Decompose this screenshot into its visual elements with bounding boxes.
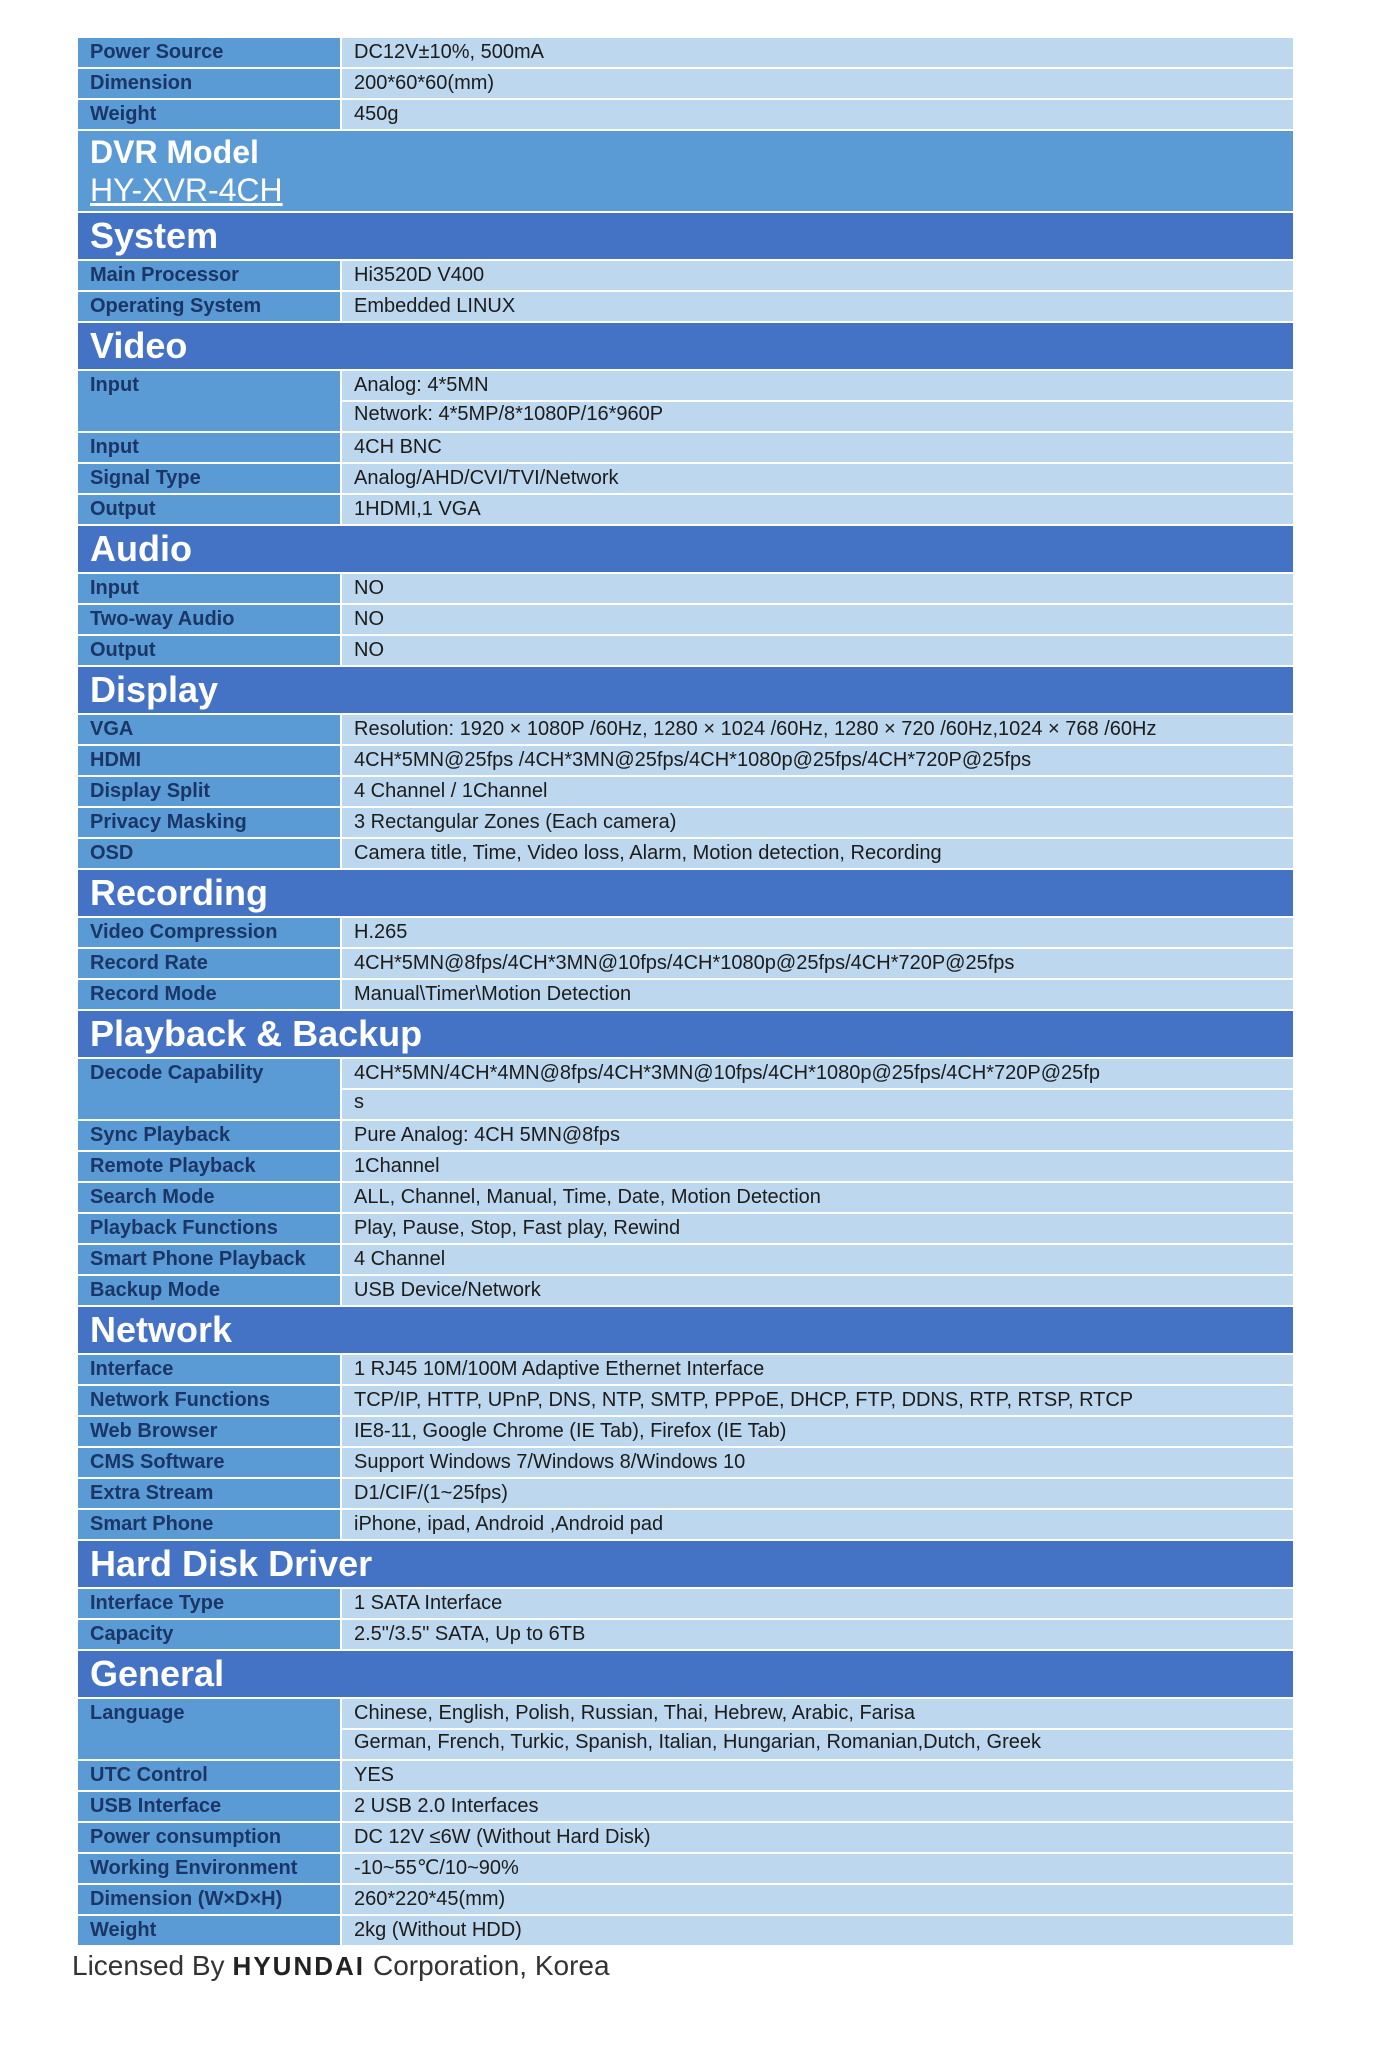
spec-row — [78, 1854, 1293, 1883]
spec-label: Operating System — [78, 292, 340, 321]
spec-value-line: Support Windows 7/Windows 8/Windows 10 — [354, 1451, 746, 1473]
spec-label: Interface — [78, 1355, 340, 1384]
spec-value — [342, 1699, 1293, 1759]
spec-value — [342, 980, 1293, 1009]
spec-row — [78, 1479, 1293, 1508]
spec-value-line: German, French, Turkic, Spanish, Italian, Hungarian, Romanian,Dutch, Greek — [354, 1731, 1041, 1753]
spec-value — [342, 1916, 1293, 1945]
spec-value-line: Resolution: 1920 × 1080P /60Hz, 1280 × 1024 /60Hz, 1280 × 720 /60Hz,1024 × 768 /60Hz — [354, 718, 1157, 740]
spec-label: Sync Playback — [78, 1121, 340, 1150]
spec-row — [78, 574, 1293, 603]
spec-sheet — [78, 38, 1293, 1945]
section-header: General — [78, 1651, 1293, 1697]
spec-label: Language — [78, 1699, 340, 1759]
spec-value — [342, 1479, 1293, 1508]
spec-value — [342, 808, 1293, 837]
spec-label: Backup Mode — [78, 1276, 340, 1305]
spec-label: Main Processor — [78, 261, 340, 290]
spec-row — [78, 1152, 1293, 1181]
hyundai-logo: HYUNDAI — [232, 1951, 365, 1981]
spec-value-line: -10~55℃/10~90% — [354, 1857, 519, 1879]
spec-row — [78, 1916, 1293, 1945]
spec-label: Record Rate — [78, 949, 340, 978]
spec-value — [342, 839, 1293, 868]
spec-value-line: Camera title, Time, Video loss, Alarm, Motion detection, Recording — [354, 842, 942, 864]
footer-prefix: Licensed By — [72, 1950, 225, 1981]
spec-value-line: 3 Rectangular Zones (Each camera) — [354, 811, 677, 833]
spec-row — [78, 371, 1293, 431]
spec-value-line: Network: 4*5MP/8*1080P/16*960P — [354, 403, 664, 425]
spec-label: UTC Control — [78, 1761, 340, 1790]
spec-label: USB Interface — [78, 1792, 340, 1821]
spec-value-line: IE8-11, Google Chrome (IE Tab), Firefox (IE Tab) — [354, 1420, 787, 1442]
spec-row — [78, 1885, 1293, 1914]
spec-row — [78, 1620, 1293, 1649]
spec-row — [78, 1448, 1293, 1477]
spec-row — [78, 918, 1293, 947]
spec-value-line: D1/CIF/(1~25fps) — [354, 1482, 508, 1504]
spec-row — [78, 1183, 1293, 1212]
spec-value-line: 2.5"/3.5" SATA, Up to 6TB — [354, 1623, 586, 1645]
spec-label: Decode Capability — [78, 1059, 340, 1119]
spec-row — [78, 69, 1293, 98]
spec-value-line: 260*220*45(mm) — [354, 1888, 506, 1910]
spec-value — [342, 949, 1293, 978]
spec-value-line: H.265 — [354, 921, 408, 943]
spec-row — [78, 1214, 1293, 1243]
dvr-model-name: HY-XVR-4CH — [90, 172, 283, 208]
dvr-model-title: DVR Model — [90, 134, 259, 170]
spec-value — [342, 1214, 1293, 1243]
section-header: Playback & Backup — [78, 1011, 1293, 1057]
spec-value — [342, 1761, 1293, 1790]
spec-label: Power Source — [78, 38, 340, 67]
section-header: Video — [78, 323, 1293, 369]
spec-value-line: 1 SATA Interface — [354, 1592, 503, 1614]
spec-value-line: NO — [354, 608, 384, 630]
spec-row — [78, 1121, 1293, 1150]
spec-value-line: NO — [354, 639, 384, 661]
spec-value — [342, 1448, 1293, 1477]
spec-label: Two-way Audio — [78, 605, 340, 634]
spec-label: Dimension (W×D×H) — [78, 1885, 340, 1914]
spec-row — [78, 1792, 1293, 1821]
spec-label: Power consumption — [78, 1823, 340, 1852]
spec-value — [342, 1510, 1293, 1539]
spec-value-line: 4 Channel / 1Channel — [354, 780, 548, 802]
spec-value-line: 200*60*60(mm) — [354, 72, 495, 94]
spec-row — [78, 777, 1293, 806]
spec-row — [78, 1059, 1293, 1119]
spec-label: Dimension — [78, 69, 340, 98]
spec-label: OSD — [78, 839, 340, 868]
spec-label: HDMI — [78, 746, 340, 775]
spec-value — [342, 918, 1293, 947]
spec-label: Display Split — [78, 777, 340, 806]
spec-row — [78, 1761, 1293, 1790]
spec-value-line: DC 12V ≤6W (Without Hard Disk) — [354, 1826, 651, 1848]
spec-row — [78, 1417, 1293, 1446]
spec-value — [342, 1854, 1293, 1883]
spec-row — [78, 100, 1293, 129]
spec-row — [78, 808, 1293, 837]
spec-value-line: Play, Pause, Stop, Fast play, Rewind — [354, 1217, 681, 1239]
spec-label: Extra Stream — [78, 1479, 340, 1508]
spec-value-line: 1Channel — [354, 1155, 440, 1177]
spec-value — [342, 495, 1293, 524]
license-footer — [72, 1950, 610, 1982]
spec-label: Remote Playback — [78, 1152, 340, 1181]
spec-value-line: iPhone, ipad, Android ,Android pad — [354, 1513, 664, 1535]
spec-value — [342, 715, 1293, 744]
spec-row — [78, 1589, 1293, 1618]
spec-value-line: YES — [354, 1764, 395, 1786]
spec-row — [78, 1276, 1293, 1305]
spec-row — [78, 433, 1293, 462]
spec-value-line: USB Device/Network — [354, 1279, 541, 1301]
spec-row — [78, 715, 1293, 744]
spec-value-line: Analog/AHD/CVI/TVI/Network — [354, 467, 619, 489]
footer-suffix: Corporation, Korea — [373, 1950, 610, 1981]
spec-row — [78, 1355, 1293, 1384]
spec-value — [342, 1355, 1293, 1384]
spec-value-line: 4CH*5MN@25fps /4CH*3MN@25fps/4CH*1080p@25fps/4CH*720P@25fps — [354, 749, 1032, 771]
spec-row — [78, 1510, 1293, 1539]
spec-label: CMS Software — [78, 1448, 340, 1477]
spec-value — [342, 746, 1293, 775]
section-header: Recording — [78, 870, 1293, 916]
spec-label: Smart Phone Playback — [78, 1245, 340, 1274]
spec-row — [78, 746, 1293, 775]
spec-row — [78, 636, 1293, 665]
spec-label: Privacy Masking — [78, 808, 340, 837]
spec-value-line: 4CH*5MN@8fps/4CH*3MN@10fps/4CH*1080p@25fps/4CH*720P@25fps — [354, 952, 1015, 974]
section-header: Audio — [78, 526, 1293, 572]
dvr-model-block — [78, 131, 1293, 211]
spec-value — [342, 464, 1293, 493]
spec-value-line: 450g — [354, 103, 399, 125]
spec-label: Network Functions — [78, 1386, 340, 1415]
spec-value — [342, 1620, 1293, 1649]
spec-value — [342, 100, 1293, 129]
spec-value — [342, 261, 1293, 290]
spec-value-line: Analog: 4*5MN — [354, 374, 489, 396]
spec-value-line: 2kg (Without HDD) — [354, 1919, 522, 1941]
spec-row — [78, 980, 1293, 1009]
spec-value — [342, 69, 1293, 98]
spec-row — [78, 1386, 1293, 1415]
spec-label: VGA — [78, 715, 340, 744]
spec-value — [342, 1245, 1293, 1274]
spec-value — [342, 1386, 1293, 1415]
spec-value — [342, 1823, 1293, 1852]
spec-row — [78, 292, 1293, 321]
spec-value — [342, 1152, 1293, 1181]
spec-label: Record Mode — [78, 980, 340, 1009]
section-header: Network — [78, 1307, 1293, 1353]
section-header: Hard Disk Driver — [78, 1541, 1293, 1587]
spec-label: Search Mode — [78, 1183, 340, 1212]
spec-value — [342, 777, 1293, 806]
spec-label: Smart Phone — [78, 1510, 340, 1539]
spec-label: Interface Type — [78, 1589, 340, 1618]
spec-value-line: Chinese, English, Polish, Russian, Thai, Hebrew, Arabic, Farisa — [354, 1702, 916, 1724]
spec-value — [342, 1589, 1293, 1618]
spec-value — [342, 38, 1293, 67]
spec-label: Weight — [78, 100, 340, 129]
spec-value — [342, 1417, 1293, 1446]
spec-row — [78, 1245, 1293, 1274]
spec-value-line: 1HDMI,1 VGA — [354, 498, 481, 520]
spec-value — [342, 636, 1293, 665]
spec-row — [78, 1699, 1293, 1759]
section-header: System — [78, 213, 1293, 259]
spec-label: Signal Type — [78, 464, 340, 493]
spec-value — [342, 292, 1293, 321]
spec-row — [78, 464, 1293, 493]
spec-value — [342, 1276, 1293, 1305]
spec-label: Input — [78, 371, 340, 431]
spec-row — [78, 261, 1293, 290]
spec-value — [342, 605, 1293, 634]
spec-value-line: 2 USB 2.0 Interfaces — [354, 1795, 539, 1817]
spec-value-line: 1 RJ45 10M/100M Adaptive Ethernet Interface — [354, 1358, 765, 1380]
section-header: Display — [78, 667, 1293, 713]
spec-row — [78, 605, 1293, 634]
spec-row — [78, 38, 1293, 67]
spec-value-line: Manual\Timer\Motion Detection — [354, 983, 632, 1005]
spec-row — [78, 495, 1293, 524]
spec-label: Working Environment — [78, 1854, 340, 1883]
spec-value-line: 4CH BNC — [354, 436, 442, 458]
spec-value-line: DC12V±10%, 500mA — [354, 41, 544, 63]
spec-label: Playback Functions — [78, 1214, 340, 1243]
spec-value — [342, 574, 1293, 603]
spec-label: Web Browser — [78, 1417, 340, 1446]
spec-label: Input — [78, 433, 340, 462]
spec-label: Weight — [78, 1916, 340, 1945]
spec-label: Output — [78, 495, 340, 524]
spec-label: Input — [78, 574, 340, 603]
spec-value-line: ALL, Channel, Manual, Time, Date, Motion Detection — [354, 1186, 821, 1208]
spec-value — [342, 433, 1293, 462]
spec-row — [78, 839, 1293, 868]
spec-value-line: TCP/IP, HTTP, UPnP, DNS, NTP, SMTP, PPPoE, DHCP, FTP, DDNS, RTP, RTSP, RTCP — [354, 1389, 1134, 1411]
spec-value-line: Embedded LINUX — [354, 295, 516, 317]
spec-value-line: NO — [354, 577, 384, 599]
spec-value — [342, 1885, 1293, 1914]
spec-value — [342, 371, 1293, 431]
spec-value — [342, 1059, 1293, 1119]
spec-value-line: s — [354, 1091, 364, 1113]
spec-value-line: Hi3520D V400 — [354, 264, 485, 286]
spec-row — [78, 949, 1293, 978]
spec-value — [342, 1121, 1293, 1150]
spec-value-line: 4 Channel — [354, 1248, 446, 1270]
spec-label: Capacity — [78, 1620, 340, 1649]
spec-value-line: 4CH*5MN/4CH*4MN@8fps/4CH*3MN@10fps/4CH*1080p@25fps/4CH*720P@25fp — [354, 1062, 1100, 1084]
spec-row — [78, 1823, 1293, 1852]
spec-value — [342, 1183, 1293, 1212]
spec-label: Output — [78, 636, 340, 665]
spec-value — [342, 1792, 1293, 1821]
spec-label: Video Compression — [78, 918, 340, 947]
spec-value-line: Pure Analog: 4CH 5MN@8fps — [354, 1124, 620, 1146]
